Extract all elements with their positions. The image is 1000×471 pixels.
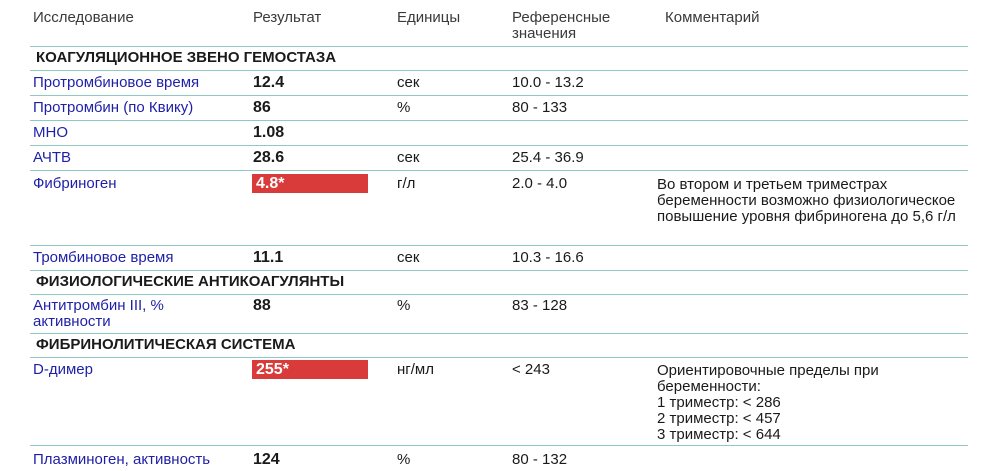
section-title: КОАГУЛЯЦИОННОЕ ЗВЕНО ГЕМОСТАЗА	[36, 49, 337, 66]
test-name: Антитромбин III, % активности	[33, 297, 164, 330]
table-row	[30, 446, 968, 471]
header-result: Результат	[253, 9, 322, 26]
test-name: АЧТВ	[33, 149, 71, 166]
table-header	[30, 0, 968, 47]
test-reference: 80 - 133	[512, 99, 568, 116]
test-name: Протромбин (по Квику)	[33, 99, 194, 116]
test-result: 4.8*	[256, 175, 285, 192]
test-units: %	[397, 99, 411, 116]
test-name: Фибриноген	[33, 175, 117, 192]
section-fibrinolytic	[30, 333, 968, 358]
header-reference: Референсные значения	[512, 9, 611, 42]
test-comment: Во втором и третьем триместрах беременности возможно физиологическое повышение уровня фибриногена до 5,6 г/л	[657, 176, 956, 225]
test-units: г/л	[397, 175, 416, 192]
test-units: %	[397, 451, 411, 468]
test-name: Протромбиновое время	[33, 74, 200, 91]
table-row	[30, 246, 968, 271]
test-units: сек	[397, 149, 420, 166]
test-name: МНО	[33, 124, 68, 141]
test-result: 124	[253, 451, 280, 468]
test-result: 28.6	[253, 149, 285, 166]
section-title: ФИБРИНОЛИТИЧЕСКАЯ СИСТЕМА	[36, 336, 296, 353]
test-units: сек	[397, 74, 420, 91]
test-reference: 25.4 - 36.9	[512, 149, 584, 166]
table-row	[30, 295, 968, 334]
section-anticoagulants	[30, 270, 968, 295]
test-name: Плазминоген, активность	[33, 451, 211, 468]
flagged-result-badge	[252, 360, 368, 379]
section-title: ФИЗИОЛОГИЧЕСКИЕ АНТИКОАГУЛЯНТЫ	[36, 273, 345, 290]
test-reference: 10.0 - 13.2	[512, 74, 584, 91]
header-units: Единицы	[397, 9, 461, 26]
test-reference: 10.3 - 16.6	[512, 249, 584, 266]
test-reference: 83 - 128	[512, 297, 568, 314]
test-result: 86	[253, 99, 271, 116]
test-name: D-димер	[33, 361, 93, 378]
table-row	[30, 121, 968, 146]
test-reference: < 243	[512, 361, 550, 378]
test-result: 12.4	[253, 74, 285, 91]
table-row	[30, 146, 968, 171]
table-row	[30, 171, 968, 246]
test-reference: 80 - 132	[512, 451, 568, 468]
section-coagulation	[30, 46, 968, 71]
test-units: сек	[397, 249, 420, 266]
test-name: Тромбиновое время	[33, 249, 174, 266]
test-comment: Ориентировочные пределы при беременности: 1 триместр: < 286 2 триместр: < 457 3 триместр: < 644	[657, 362, 879, 443]
test-result: 11.1	[253, 249, 284, 266]
table-row	[30, 358, 968, 446]
header-name: Исследование	[33, 9, 134, 26]
test-result: 88	[253, 297, 271, 314]
test-result: 1.08	[253, 124, 285, 141]
header-comment: Комментарий	[665, 9, 760, 26]
test-result: 255*	[256, 361, 289, 378]
test-units: нг/мл	[397, 361, 434, 378]
test-units: %	[397, 297, 411, 314]
table-row	[30, 96, 968, 121]
table-row	[30, 71, 968, 96]
flagged-result-badge	[252, 174, 368, 193]
test-reference: 2.0 - 4.0	[512, 175, 568, 192]
